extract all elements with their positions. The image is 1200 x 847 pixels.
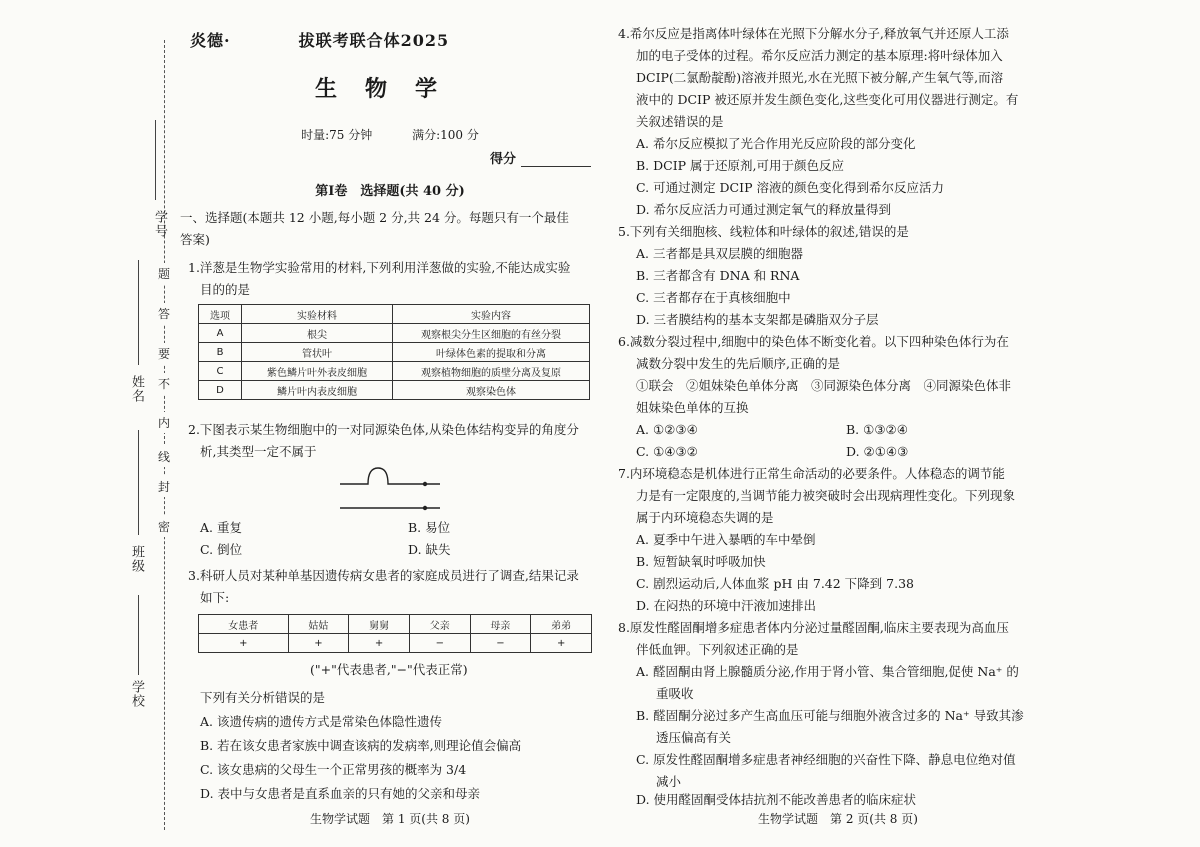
question-3-table <box>198 614 592 653</box>
table-header: 选项 <box>199 305 242 324</box>
option-b: B. 三者都含有 DNA 和 RNA <box>636 268 800 283</box>
option-d: D. 在闷热的环境中汗液加速排出 <box>636 598 817 613</box>
table-header: 舅舅 <box>349 615 410 634</box>
option-c-cont: 减小 <box>656 774 682 789</box>
table-cell: 鳞片叶内表皮细胞 <box>242 381 393 400</box>
question-3-stem: 如下: <box>200 590 230 605</box>
seal-char: 答 <box>158 303 170 324</box>
option-c: C. 该女患病的父母生一个正常男孩的概率为 3/4 <box>200 762 467 777</box>
option-a: A. 夏季中午进入暴晒的车中晕倒 <box>636 532 816 547</box>
exam-header: 炎德· 拔联考联合体2025 <box>190 31 450 50</box>
seal-char: 题 <box>158 263 170 284</box>
option-d: D. 使用醛固酮受体拮抗剂不能改善患者的临床症状 <box>636 792 917 807</box>
table-header: 母亲 <box>470 615 531 634</box>
question-1-stem: 1.洋葱是生物学实验常用的材料,下列利用洋葱做的实验,不能达成实验 <box>188 260 571 275</box>
page-2 <box>618 0 1058 847</box>
question-6-stem: 6.减数分裂过程中,细胞中的染色体不断变化着。以下四种染色体行为在 <box>618 334 1009 349</box>
question-2-stem: 析,其类型一定不属于 <box>200 444 317 459</box>
question-4-stem: 液中的 DCIP 被还原并发生颜色变化,这些变化可用仪器进行测定。有 <box>636 92 1019 107</box>
question-5-stem: 5.下列有关细胞核、线粒体和叶绿体的叙述,错误的是 <box>618 224 909 239</box>
option-b: B. 易位 <box>408 520 451 535</box>
table-row <box>199 634 592 653</box>
option-b: B. ①③②④ <box>846 422 908 437</box>
student-id-label: 学号 <box>152 210 167 238</box>
question-8-stem: 伴低血钾。下列叙述正确的是 <box>636 642 799 657</box>
table-row <box>199 324 590 343</box>
score-blank[interactable] <box>521 154 591 167</box>
option-a-cont: 重吸收 <box>656 686 694 701</box>
question-7-stem: 属于内环境稳态失调的是 <box>636 510 774 525</box>
seal-char: 不 <box>158 373 170 394</box>
seal-char: 密 <box>158 516 170 537</box>
binding-margin <box>0 0 180 847</box>
exam-meta <box>180 126 600 143</box>
table-cell: − <box>409 634 470 653</box>
question-1-table <box>198 304 590 400</box>
option-a: A. 三者都是具双层膜的细胞器 <box>636 246 803 261</box>
table-header: 父亲 <box>409 615 470 634</box>
option-b-cont: 透压偏高有关 <box>656 730 732 745</box>
question-8-stem: 8.原发性醛固酮增多症患者体内分泌过量醛固酮,临床主要表现为高血压 <box>618 620 1009 635</box>
question-4-stem: 4.希尔反应是指离体叶绿体在光照下分解水分子,释放氧气并还原人工添 <box>618 26 1009 41</box>
question-3-prompt: 下列有关分析错误的是 <box>200 690 326 705</box>
option-c: C. 三者都存在于真核细胞中 <box>636 290 791 305</box>
chromosome-upper <box>340 468 440 484</box>
option-a: A. 希尔反应模拟了光合作用光反应阶段的部分变化 <box>636 136 916 151</box>
option-c: C. ①④③② <box>636 444 698 459</box>
centromere-upper <box>423 482 427 486</box>
table-cell: 根尖 <box>242 324 393 343</box>
option-b: B. DCIP 属于还原剂,可用于颜色反应 <box>636 158 845 173</box>
table-header: 实验内容 <box>393 305 590 324</box>
seal-char: 要 <box>158 343 170 364</box>
question-6-stem: 减数分裂中发生的先后顺序,正确的是 <box>636 356 840 371</box>
question-6-stem: 姐妹染色单体的互换 <box>636 400 749 415</box>
option-c: C. 剧烈运动后,人体血浆 pH 由 7.42 下降到 7.38 <box>636 576 914 591</box>
table-header: 女患者 <box>199 615 289 634</box>
table-cell: 观察植物细胞的质壁分离及复原 <box>393 362 590 381</box>
table-header: 弟弟 <box>531 615 592 634</box>
option-c: C. 倒位 <box>200 542 243 557</box>
table-cell: C <box>199 362 242 381</box>
page-1 <box>180 0 600 847</box>
table-row <box>199 343 590 362</box>
option-b: B. 醛固酮分泌过多产生高血压可能与细胞外液含过多的 Na⁺ 导致其渗 <box>636 708 1024 723</box>
seal-dashed-line <box>164 40 165 830</box>
table-cell: D <box>199 381 242 400</box>
seal-char: 线 <box>158 446 170 467</box>
table-note: ("+"代表患者,"−"代表正常) <box>310 662 468 677</box>
name-label: 姓名 <box>129 375 144 403</box>
table-header: 姑姑 <box>288 615 349 634</box>
option-d: D. 希尔反应活力可通过测定氧气的释放量得到 <box>636 202 892 217</box>
page-footer: 生物学试题 第 2 页(共 8 页) <box>758 812 918 826</box>
question-2-stem: 2.下图表示某生物细胞中的一对同源染色体,从染色体结构变异的角度分 <box>188 422 579 437</box>
question-6-stem: ①联会 ②姐妹染色单体分离 ③同源染色体分离 ④同源染色体非 <box>636 378 1012 393</box>
score-label: 得分 <box>490 152 517 167</box>
table-header: 实验材料 <box>242 305 393 324</box>
option-a: A. 重复 <box>200 520 242 535</box>
option-a: A. 该遗传病的遗传方式是常染色体隐性遗传 <box>200 714 442 729</box>
question-4-stem: DCIP(二氯酚靛酚)溶液并照光,水在光照下被分解,产生氧气等,而溶 <box>636 70 1004 85</box>
chromosome-diagram <box>330 462 450 518</box>
question-7-stem: 力是有一定限度的,当调节能力被突破时会出现病理性变化。下列现象 <box>636 488 1015 503</box>
option-d: D. 缺失 <box>408 542 451 557</box>
table-cell: 观察染色体 <box>393 381 590 400</box>
table-row <box>199 362 590 381</box>
table-cell: 观察根尖分生区细胞的有丝分裂 <box>393 324 590 343</box>
table-cell: − <box>470 634 531 653</box>
part-intro: 一、选择题(本题共 12 小题,每小题 2 分,共 24 分。每题只有一个最佳 <box>180 210 569 225</box>
option-a: A. ①②③④ <box>636 422 698 437</box>
page-title: 生物学 <box>314 76 465 102</box>
class-blank[interactable] <box>138 430 139 535</box>
table-cell: 管状叶 <box>242 343 393 362</box>
table-cell: + <box>531 634 592 653</box>
table-cell: B <box>199 343 242 362</box>
name-blank[interactable] <box>138 260 139 365</box>
option-d: D. 三者膜结构的基本支架都是磷脂双分子层 <box>636 312 879 327</box>
option-b: B. 短暂缺氧时呼吸加快 <box>636 554 766 569</box>
table-cell: + <box>349 634 410 653</box>
option-d: D. ②①④③ <box>846 444 909 459</box>
option-b: B. 若在该女患者家族中调查该病的发病率,则理论值会偏高 <box>200 738 522 753</box>
part-intro: 答案) <box>180 232 210 247</box>
table-cell: 叶绿体色素的提取和分离 <box>393 343 590 362</box>
question-4-stem: 加的电子受体的过程。希尔反应活力测定的基本原理:将叶绿体加入 <box>636 48 1003 63</box>
seal-char: 内 <box>158 412 170 433</box>
question-7-stem: 7.内环境稳态是机体进行正常生命活动的必要条件。人体稳态的调节能 <box>618 466 1005 481</box>
full-score: 满分:100 分 <box>412 128 479 142</box>
question-3-stem: 3.科研人员对某种单基因遗传病女患者的家庭成员进行了调查,结果记录 <box>188 568 579 583</box>
table-cell: + <box>288 634 349 653</box>
option-d: D. 表中与女患者是直系血亲的只有她的父亲和母亲 <box>200 786 481 801</box>
section-title: 第Ⅰ卷 选择题(共 40 分) <box>315 184 465 199</box>
option-c: C. 可通过测定 DCIP 溶液的颜色变化得到希尔反应活力 <box>636 180 944 195</box>
table-row <box>199 381 590 400</box>
option-a: A. 醛固酮由肾上腺髓质分泌,作用于肾小管、集合管细胞,促使 Na⁺ 的 <box>636 664 1019 679</box>
school-blank[interactable] <box>138 595 139 675</box>
page-footer: 生物学试题 第 1 页(共 8 页) <box>310 812 470 826</box>
class-label: 班级 <box>129 545 144 573</box>
option-c: C. 原发性醛固酮增多症患者神经细胞的兴奋性下降、静息电位绝对值 <box>636 752 1016 767</box>
question-1-stem: 目的的是 <box>200 282 251 297</box>
table-cell: 紫色鳞片叶外表皮细胞 <box>242 362 393 381</box>
student-id-blank[interactable] <box>155 120 156 200</box>
question-4-stem: 关叙述错误的是 <box>636 114 724 129</box>
score-field <box>490 148 591 167</box>
time-limit: 时量:75 分钟 <box>301 128 373 142</box>
school-label: 学校 <box>129 680 144 708</box>
table-cell: + <box>199 634 289 653</box>
table-cell: A <box>199 324 242 343</box>
centromere-lower <box>423 506 427 510</box>
seal-char: 封 <box>158 476 170 497</box>
